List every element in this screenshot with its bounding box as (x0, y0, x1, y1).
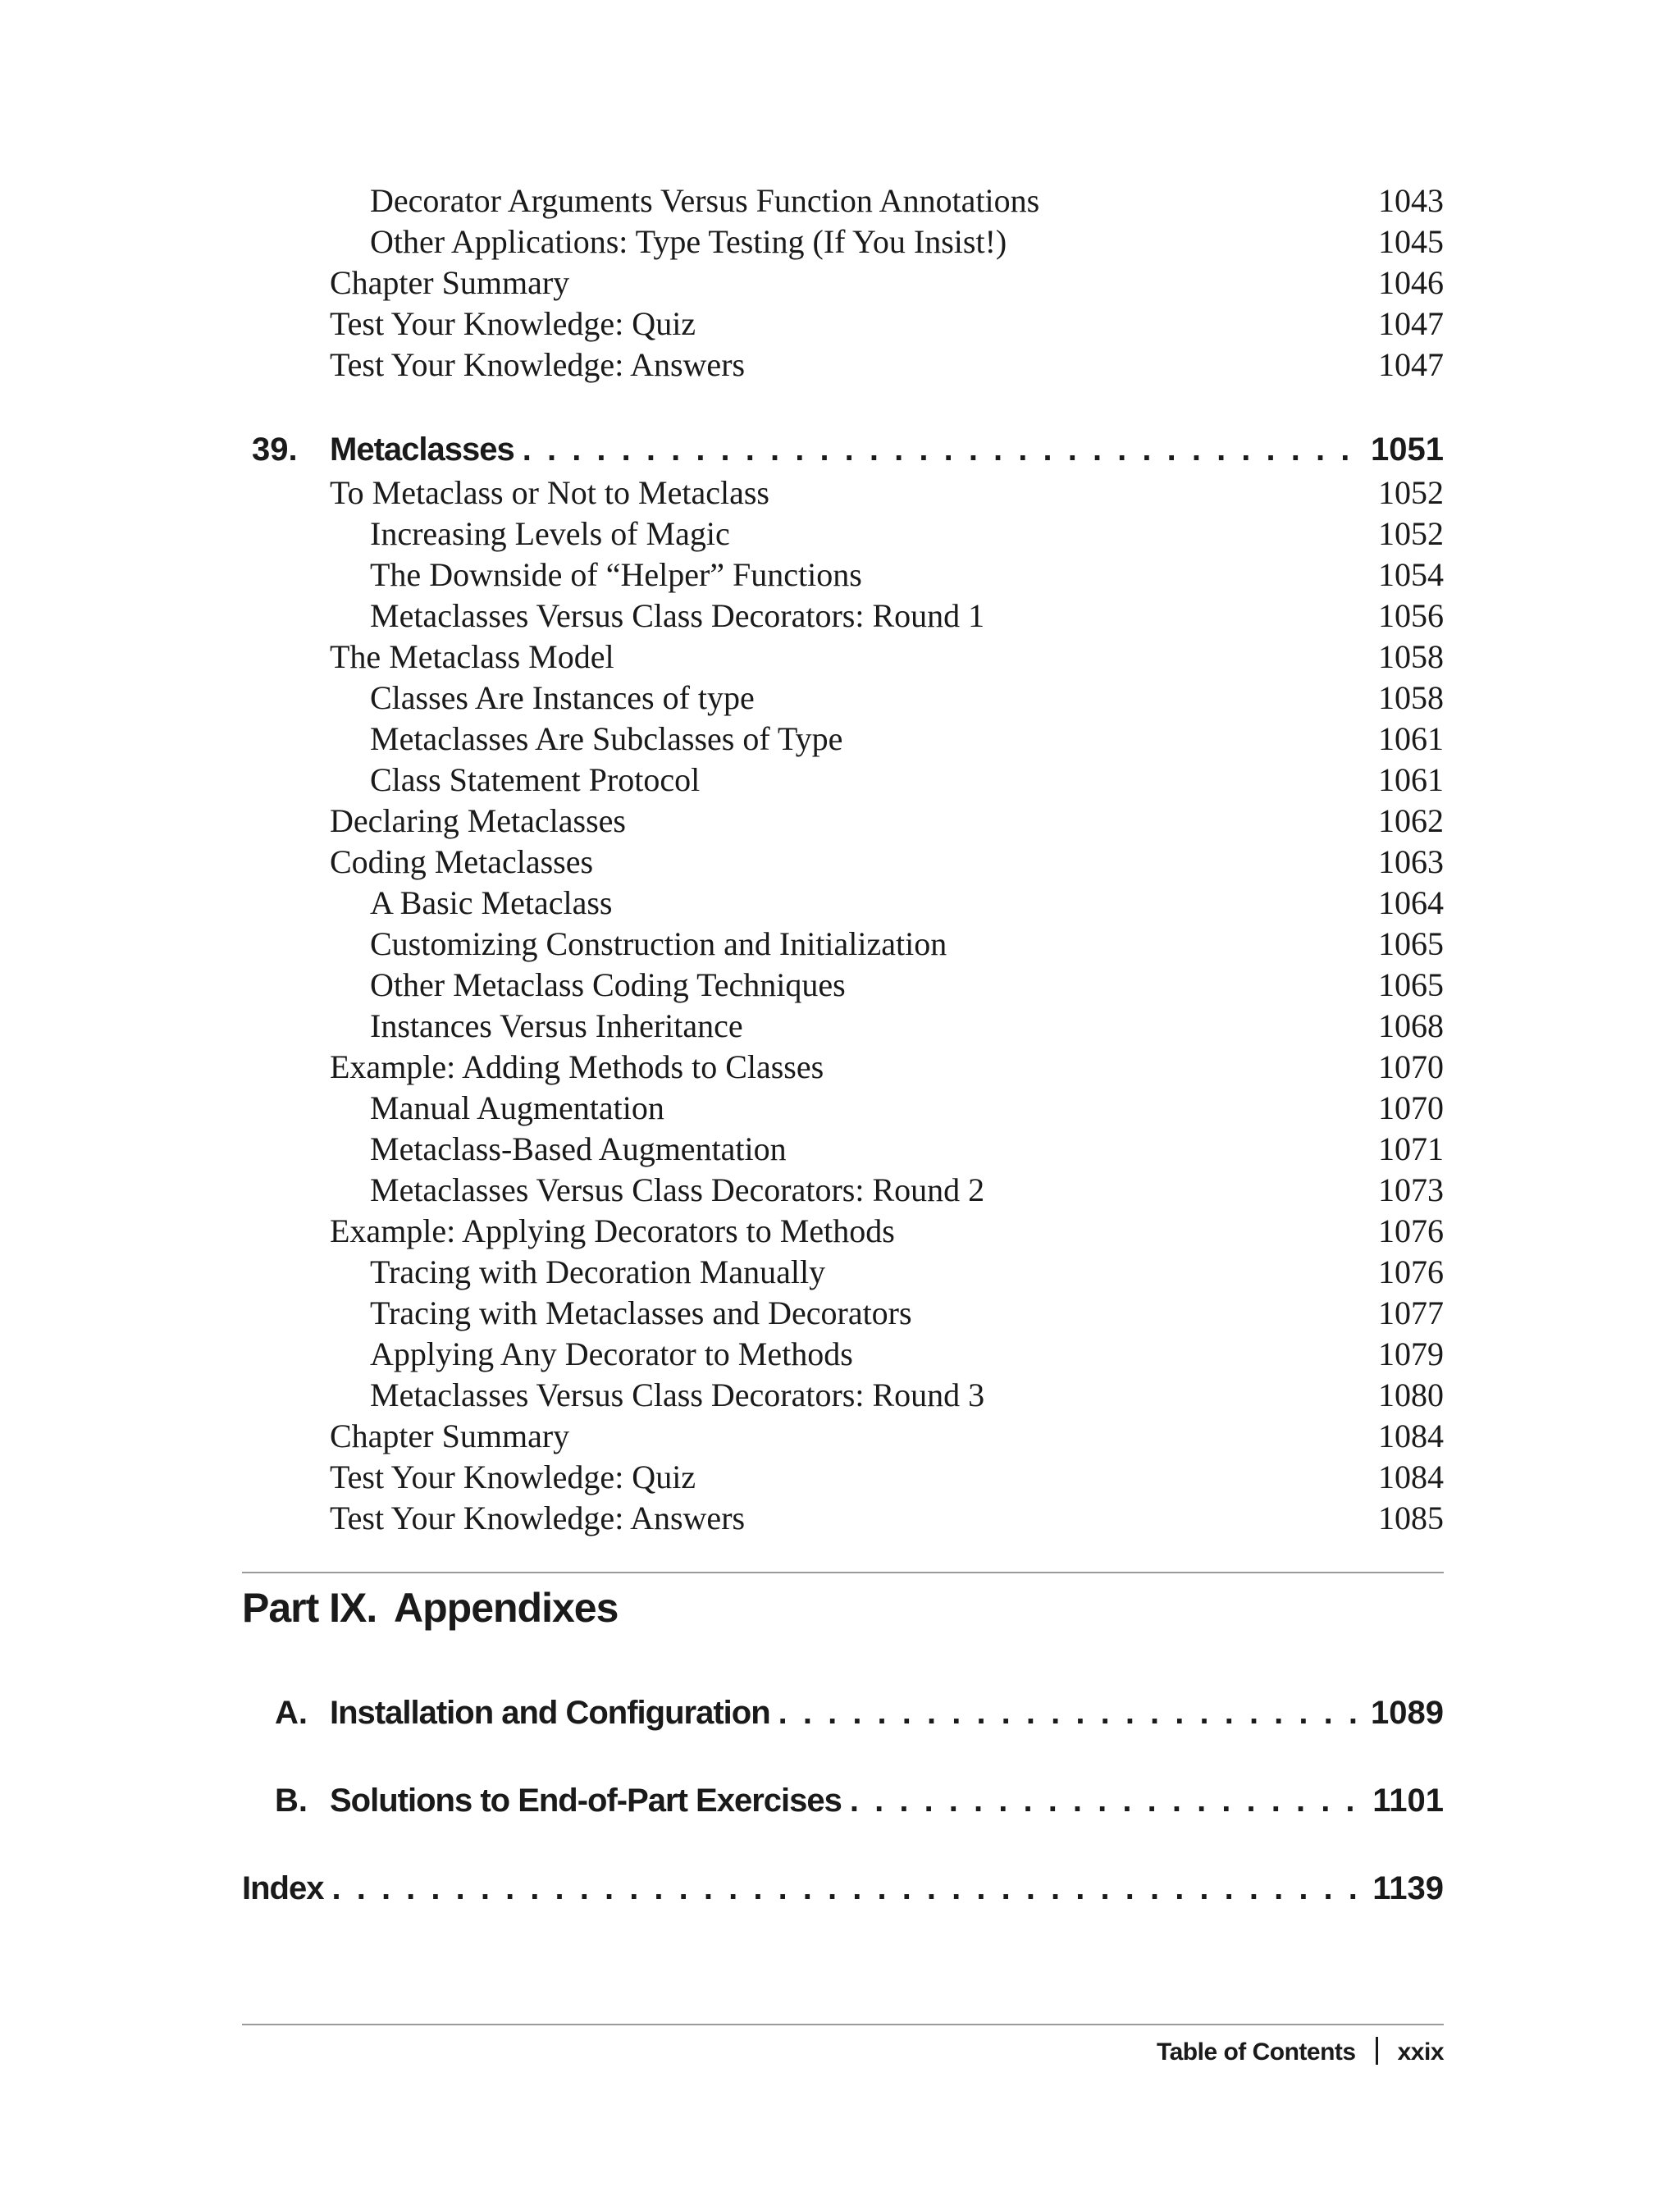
toc-entry-page: 1079 (1378, 1335, 1444, 1372)
appendix-page: 1089 (1371, 1695, 1444, 1731)
toc-continued-entries (242, 180, 1444, 386)
toc-entry-page: 1073 (1378, 1171, 1444, 1208)
toc-entry-title: Test Your Knowledge: Answers (330, 346, 746, 383)
toc-entry-page: 1071 (1378, 1130, 1444, 1167)
appendix-title: Installation and Configuration (330, 1695, 770, 1731)
toc-entry[interactable] (242, 1457, 1444, 1498)
appendix-b-entry[interactable] (242, 1778, 1444, 1824)
toc-entry-title: Class Statement Protocol (370, 761, 701, 798)
toc-entry-title: Other Applications: Type Testing (If You Insist!) (370, 223, 1007, 260)
toc-entry-title: To Metaclass or Not to Metaclass (330, 474, 769, 511)
toc-entry-title: Instances Versus Inheritance (370, 1007, 743, 1044)
toc-entry-title: Other Metaclass Coding Techniques (370, 966, 846, 1003)
toc-entry[interactable] (242, 1088, 1444, 1129)
chapter-title: Metaclasses (330, 431, 514, 468)
toc-entry[interactable] (242, 1170, 1444, 1211)
toc-entry-page: 1065 (1378, 925, 1444, 962)
toc-entry-title: The Downside of “Helper” Functions (370, 556, 862, 593)
toc-entry-title: Metaclass-Based Augmentation (370, 1130, 787, 1167)
toc-entry-page: 1058 (1378, 638, 1444, 675)
toc-entry[interactable] (242, 924, 1444, 965)
toc-entry[interactable] (242, 1293, 1444, 1334)
toc-entry-page: 1077 (1378, 1294, 1444, 1331)
toc-entry-title: Chapter Summary (330, 1418, 570, 1454)
index-title: Index (242, 1870, 324, 1906)
toc-entry-page: 1076 (1378, 1212, 1444, 1249)
toc-entry-page: 1062 (1378, 802, 1444, 839)
toc-entry-page: 1043 (1378, 182, 1444, 219)
dot-leader (331, 1865, 1364, 1911)
toc-entry-page: 1047 (1378, 305, 1444, 342)
toc-entry-page: 1070 (1378, 1048, 1444, 1085)
toc-entry-title: Tracing with Decoration Manually (370, 1253, 826, 1290)
part-title: Appendixes (394, 1585, 619, 1631)
index-entry[interactable] (242, 1865, 1444, 1911)
footer-page-number: xxix (1397, 2038, 1444, 2066)
toc-entry-title: Tracing with Metaclasses and Decorators (370, 1294, 912, 1331)
toc-entry-page: 1058 (1378, 679, 1444, 716)
toc-entry-page: 1061 (1378, 720, 1444, 757)
toc-entry-title: Example: Applying Decorators to Methods (330, 1212, 895, 1249)
toc-entry[interactable] (242, 596, 1444, 637)
toc-entry[interactable] (242, 555, 1444, 596)
toc-entry[interactable] (242, 1252, 1444, 1293)
chapter-number: 39. (252, 431, 298, 468)
toc-entry[interactable] (242, 514, 1444, 555)
toc-entry-title: Metaclasses Are Subclasses of Type (370, 720, 843, 757)
toc-entry-page: 1047 (1378, 346, 1444, 383)
appendix-number: B. (275, 1783, 308, 1819)
toc-entry[interactable] (242, 304, 1444, 345)
appendix-title: Solutions to End-of-Part Exercises (330, 1783, 842, 1819)
toc-entry-page: 1046 (1378, 264, 1444, 301)
dot-leader (523, 427, 1363, 472)
page-footer (1157, 2036, 1444, 2069)
toc-entry-title: Metaclasses Versus Class Decorators: Round 2 (370, 1171, 985, 1208)
chapter-39-heading[interactable] (242, 427, 1444, 472)
footer-separator (1376, 2037, 1378, 2065)
toc-entry-title: Manual Augmentation (370, 1089, 664, 1126)
chapter-page: 1051 (1371, 431, 1444, 468)
footer-section-title: Table of Contents (1157, 2038, 1356, 2066)
toc-entry[interactable] (242, 345, 1444, 386)
toc-entry[interactable] (242, 883, 1444, 924)
toc-entry-page: 1054 (1378, 556, 1444, 593)
toc-entry[interactable] (242, 760, 1444, 801)
toc-entry-title: Increasing Levels of Magic (370, 515, 730, 552)
toc-entry[interactable] (242, 1006, 1444, 1047)
toc-entry[interactable] (242, 1375, 1444, 1416)
toc-entry-page: 1068 (1378, 1007, 1444, 1044)
toc-entry-title: Customizing Construction and Initialization (370, 925, 947, 962)
appendix-a-entry[interactable] (242, 1690, 1444, 1736)
toc-entry-title: Classes Are Instances of type (370, 679, 755, 716)
toc-entry-page: 1065 (1378, 966, 1444, 1003)
toc-entry-title: The Metaclass Model (330, 638, 614, 675)
toc-entry[interactable] (242, 637, 1444, 678)
dot-leader (850, 1778, 1364, 1824)
part-heading (242, 1583, 618, 1632)
toc-entry-page: 1076 (1378, 1253, 1444, 1290)
toc-entry-page: 1085 (1378, 1500, 1444, 1536)
toc-entry[interactable] (242, 472, 1444, 514)
toc-entry-page: 1061 (1378, 761, 1444, 798)
toc-entry[interactable] (242, 842, 1444, 883)
toc-entry[interactable] (242, 221, 1444, 262)
toc-entry[interactable] (242, 678, 1444, 719)
toc-entry[interactable] (242, 1498, 1444, 1539)
toc-entry-page: 1063 (1378, 843, 1444, 880)
toc-entry-page: 1084 (1378, 1418, 1444, 1454)
toc-entry-page: 1084 (1378, 1459, 1444, 1495)
toc-entry-title: Coding Metaclasses (330, 843, 594, 880)
toc-entry-title: Test Your Knowledge: Quiz (330, 305, 696, 342)
toc-entry-page: 1045 (1378, 223, 1444, 260)
toc-entry-title: Metaclasses Versus Class Decorators: Round 3 (370, 1376, 985, 1413)
toc-entry[interactable] (242, 1416, 1444, 1457)
toc-entry-page: 1064 (1378, 884, 1444, 921)
appendix-number: A. (275, 1695, 308, 1731)
toc-entry-title: Test Your Knowledge: Quiz (330, 1459, 696, 1495)
toc-entry-page: 1070 (1378, 1089, 1444, 1126)
part-label: Part IX. (242, 1585, 377, 1631)
toc-entry-title: Example: Adding Methods to Classes (330, 1048, 824, 1085)
toc-entry[interactable] (242, 1334, 1444, 1375)
toc-entry-page: 1056 (1378, 597, 1444, 634)
toc-entry-title: A Basic Metaclass (370, 884, 613, 921)
toc-entry-page: 1080 (1378, 1376, 1444, 1413)
toc-entry[interactable] (242, 801, 1444, 842)
chapter-39-entries (242, 472, 1444, 1539)
footer-divider (242, 2024, 1444, 2025)
toc-entry[interactable] (242, 1129, 1444, 1170)
toc-entry-page: 1052 (1378, 474, 1444, 511)
toc-entry-title: Declaring Metaclasses (330, 802, 626, 839)
toc-entry-title: Decorator Arguments Versus Function Annotations (370, 182, 1040, 219)
toc-entry[interactable] (242, 1211, 1444, 1252)
toc-entry[interactable] (242, 719, 1444, 760)
dot-leader (778, 1690, 1363, 1736)
toc-entry-title: Test Your Knowledge: Answers (330, 1500, 746, 1536)
toc-entry-title: Applying Any Decorator to Methods (370, 1335, 853, 1372)
toc-entry[interactable] (242, 180, 1444, 221)
toc-entry[interactable] (242, 1047, 1444, 1088)
toc-entry-title: Metaclasses Versus Class Decorators: Round 1 (370, 597, 985, 634)
toc-entry-title: Chapter Summary (330, 264, 570, 301)
section-divider (242, 1572, 1444, 1573)
toc-entry[interactable] (242, 262, 1444, 304)
toc-entry[interactable] (242, 965, 1444, 1006)
appendix-page: 1101 (1372, 1783, 1444, 1819)
toc-entry-page: 1052 (1378, 515, 1444, 552)
index-page: 1139 (1372, 1870, 1444, 1906)
